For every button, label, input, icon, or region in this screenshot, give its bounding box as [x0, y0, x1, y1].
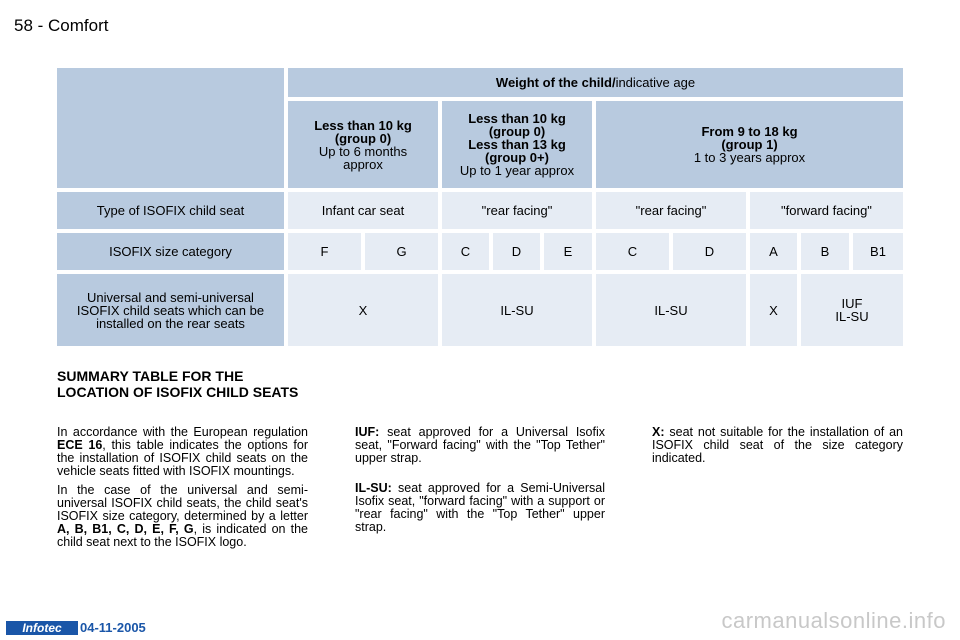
- text-run: , is indicated on the child seat next to the ISOFIX logo.: [57, 522, 308, 549]
- page-title: 58 - Comfort: [14, 16, 109, 35]
- table-cell: "forward facing": [750, 192, 903, 229]
- group-header-line: Up to 6 months: [318, 143, 408, 159]
- table-cell: IL-SU: [596, 274, 746, 346]
- group-header-line: (group 0+): [485, 150, 549, 165]
- summary-column-3: [652, 426, 903, 471]
- row-label-size: ISOFIX size category: [57, 233, 284, 270]
- table-cell: IL-SU: [442, 274, 592, 346]
- text-run: , this table indicates the options for the installation of ISOFIX child seats on the vehicle seats fitted with ISOFIX mountings.: [57, 438, 308, 478]
- table-corner: [57, 68, 284, 188]
- definition-term: IL-SU:: [355, 481, 392, 495]
- table-cell: G: [365, 233, 438, 270]
- group-header-line: Less than 13 kg: [468, 137, 566, 152]
- group-header: [288, 101, 438, 188]
- table-cell: X: [750, 274, 797, 346]
- table-cell: X: [288, 274, 438, 346]
- ilsu-definition: [355, 482, 605, 534]
- summary-paragraph: [57, 484, 308, 549]
- table-cell: "rear facing": [596, 192, 746, 229]
- text-run: In accordance with the European regulation: [57, 425, 308, 439]
- definition-term: IUF:: [355, 425, 380, 439]
- group-header-lines: [694, 125, 805, 164]
- iuf-definition: [355, 426, 605, 465]
- summary-column-2: [355, 426, 605, 540]
- row-label-type: Type of ISOFIX child seat: [57, 192, 284, 229]
- table-cell: Infant car seat: [288, 192, 438, 229]
- table-cell: IUF IL-SU: [801, 274, 903, 346]
- table-cell: A: [750, 233, 797, 270]
- table-cell: C: [442, 233, 489, 270]
- definition-text: seat not suitable for the installation of an ISOFIX child seat of the size category indicated.: [652, 425, 903, 465]
- group-header: [442, 101, 592, 188]
- group-header-line: (group 0): [488, 124, 546, 139]
- table-cell: B: [801, 233, 849, 270]
- x-definition: [652, 426, 903, 465]
- weight-header: [288, 68, 903, 97]
- group-header-line: Up to 1 year approx: [459, 163, 575, 178]
- group-header-line: From 9 to 18 kg: [701, 124, 798, 139]
- regulation-name: ECE 16: [57, 438, 103, 452]
- table-cell: C: [596, 233, 669, 270]
- definition-text: seat approved for a Universal Isofix seat, "Forward facing" with the "Top Tether" upper strap.: [355, 425, 605, 465]
- table-cell: "rear facing": [442, 192, 592, 229]
- size-letters: A, B, B1, C, D, E, F, G: [57, 522, 194, 536]
- group-header-lines: [314, 119, 412, 171]
- definition-term: X:: [652, 425, 665, 439]
- summary-column-1: [57, 426, 308, 555]
- table-cell: E: [544, 233, 592, 270]
- group-header-lines: [460, 112, 574, 177]
- summary-title: SUMMARY TABLE FOR THE LOCATION OF ISOFIX CHILD SEATS: [57, 368, 299, 400]
- table-cell: B1: [853, 233, 903, 270]
- definition-text: seat approved for a Semi-Universal Isofix seat, "forward facing" with a support or "rear facing" with the "Top Tether" upper strap.: [355, 481, 605, 534]
- group-header-line: (group 1): [721, 137, 778, 152]
- table-cell: F: [288, 233, 361, 270]
- group-header-line: approx: [343, 156, 383, 172]
- group-header-line: 1 to 3 years approx: [693, 150, 806, 165]
- summary-paragraph: [57, 426, 308, 478]
- weight-header-rest: indicative age: [615, 75, 696, 90]
- group-header: [596, 101, 903, 188]
- group-header-line: Less than 10 kg: [468, 111, 566, 126]
- table-cell: D: [673, 233, 746, 270]
- footer-date: 04-11-2005: [80, 620, 146, 635]
- group-header-line: Less than 10 kg: [314, 117, 412, 133]
- table-cell: D: [493, 233, 540, 270]
- weight-header-bold: Weight of the child/: [495, 75, 616, 90]
- text-run: In the case of the universal and semi-universal ISOFIX child seats, the child seat's ISOFIX size category, determined by a letter: [57, 483, 308, 523]
- watermark: carmanualsonline.info: [721, 608, 946, 633]
- infotec-logo: Infotec: [6, 621, 78, 635]
- row-label-universal: Universal and semi-universal ISOFIX child seats which can be installed on the rear seats: [57, 274, 284, 346]
- group-header-line: (group 0): [334, 130, 392, 146]
